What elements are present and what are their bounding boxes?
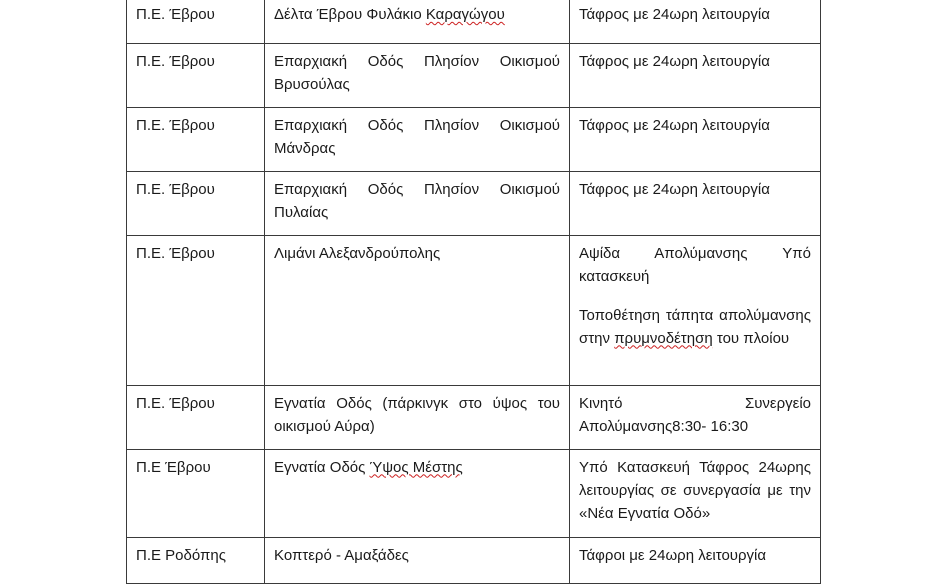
location-cell: Επαρχιακή Οδός Πλησίον Οικισμού Μάνδρας bbox=[265, 107, 570, 171]
region-cell: Π.Ε. Έβρου bbox=[127, 171, 265, 235]
spellcheck-word: πρυμνοδέτηση bbox=[614, 329, 713, 347]
table-row bbox=[127, 449, 821, 537]
table-row bbox=[127, 171, 821, 235]
location-cell: Λιμάνι Αλεξανδρούπολης bbox=[265, 235, 570, 385]
measure-cell: Τάφρος με 24ωρη λειτουργία bbox=[570, 43, 821, 107]
measure-cell bbox=[570, 235, 821, 385]
table-row bbox=[127, 0, 821, 43]
measure-cell: Τάφρος με 24ωρη λειτουργία bbox=[570, 107, 821, 171]
measure-cell: Υπό Κατασκευή Τάφρος 24ωρης λειτουργίας σε συνεργασία με την «Νέα Εγνατία Οδό» bbox=[570, 449, 821, 537]
measure-cell: Τάφροι με 24ωρη λειτουργία bbox=[570, 537, 821, 583]
measure-paragraph: Αψίδα Απολύμανσης Υπό κατασκευή bbox=[579, 244, 811, 285]
table-row bbox=[127, 235, 821, 385]
region-cell: Π.Ε Έβρου bbox=[127, 449, 265, 537]
table-row bbox=[127, 107, 821, 171]
table-row bbox=[127, 385, 821, 449]
region-cell: Π.Ε. Έβρου bbox=[127, 0, 265, 43]
checkpoints-table bbox=[126, 0, 821, 584]
location-cell: Επαρχιακή Οδός Πλησίον Οικισμού Πυλαίας bbox=[265, 171, 570, 235]
table-row bbox=[127, 537, 821, 583]
spellcheck-word: Ύψος Μέστης bbox=[369, 458, 463, 476]
location-cell: Επαρχιακή Οδός Πλησίον Οικισμού Βρυσούλας bbox=[265, 43, 570, 107]
measure-cell: Τάφρος με 24ωρη λειτουργία bbox=[570, 0, 821, 43]
measure-cell: Κινητό Συνεργείο Απολύμανσης8:30- 16:30 bbox=[570, 385, 821, 449]
location-cell: Εγνατία Οδός Ύψος Μέστης bbox=[265, 449, 570, 537]
table-row bbox=[127, 43, 821, 107]
location-cell: Κοπτερό - Αμαξάδες bbox=[265, 537, 570, 583]
spellcheck-word: Καραγώγου bbox=[425, 6, 505, 23]
region-cell: Π.Ε Ροδόπης bbox=[127, 537, 265, 583]
location-cell: Εγνατία Οδός (πάρκινγκ στο ύψος του οικισμού Αύρα) bbox=[265, 385, 570, 449]
location-cell: Δέλτα Έβρου Φυλάκιο Καραγώγου bbox=[265, 0, 570, 43]
region-cell: Π.Ε. Έβρου bbox=[127, 107, 265, 171]
region-cell: Π.Ε. Έβρου bbox=[127, 385, 265, 449]
region-cell: Π.Ε. Έβρου bbox=[127, 43, 265, 107]
measure-cell: Τάφρος με 24ωρη λειτουργία bbox=[570, 171, 821, 235]
region-cell: Π.Ε. Έβρου bbox=[127, 235, 265, 385]
measure-paragraph: Τοποθέτηση τάπητα απολύμανσης στην πρυμνοδέτηση του πλοίου bbox=[579, 306, 811, 347]
